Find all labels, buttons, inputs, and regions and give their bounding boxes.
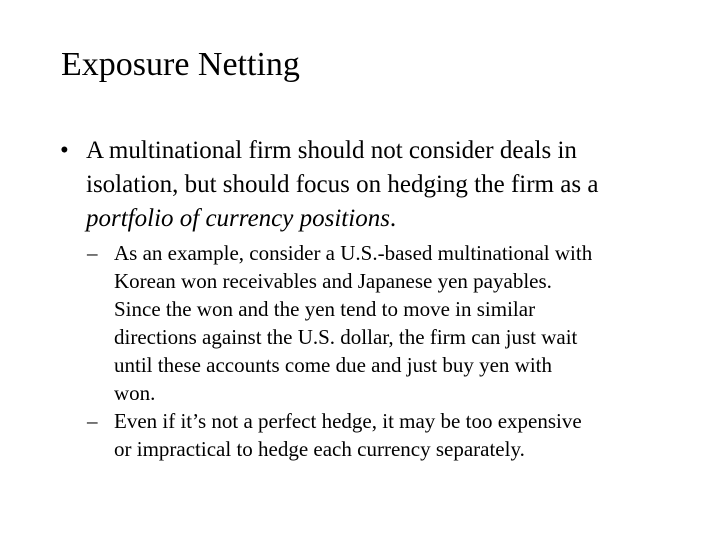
sub-bullet-line: or impractical to hedge each currency separately. xyxy=(114,437,525,461)
sub-bullet-line: directions against the U.S. dollar, the firm can just wait xyxy=(114,325,578,349)
main-bullet-line-1: A multinational firm should not consider deals in xyxy=(86,137,577,164)
slide-title: Exposure Netting xyxy=(61,46,300,83)
sub-bullet-example xyxy=(87,239,667,407)
main-bullet-line-2: isolation, but should focus on hedging the firm as a xyxy=(86,171,599,198)
bullet-list xyxy=(60,134,660,463)
sub-bullet-line: As an example, consider a U.S.-based multinational with xyxy=(114,241,593,265)
bullet-marker: • xyxy=(60,137,69,164)
sub-bullet-line: until these accounts come due and just buy yen with xyxy=(114,353,552,377)
sub-bullet-line: Even if it’s not a perfect hedge, it may be too expensive xyxy=(114,409,582,433)
sub-bullet-line: won. xyxy=(114,381,156,405)
main-bullet-emphasis: portfolio of currency positions xyxy=(86,205,390,232)
sub-bullet-marker: – xyxy=(87,241,98,265)
sub-bullet-marker: – xyxy=(87,409,98,433)
main-bullet-end: . xyxy=(389,205,397,232)
main-bullet xyxy=(60,134,660,236)
sub-bullet-list xyxy=(87,239,667,463)
main-bullet-line-3 xyxy=(86,202,660,236)
sub-bullet-line: Since the won and the yen tend to move in similar xyxy=(114,297,536,321)
sub-bullet-line: Korean won receivables and Japanese yen payables. xyxy=(114,269,552,293)
sub-bullet-imperfect-hedge xyxy=(87,407,667,463)
